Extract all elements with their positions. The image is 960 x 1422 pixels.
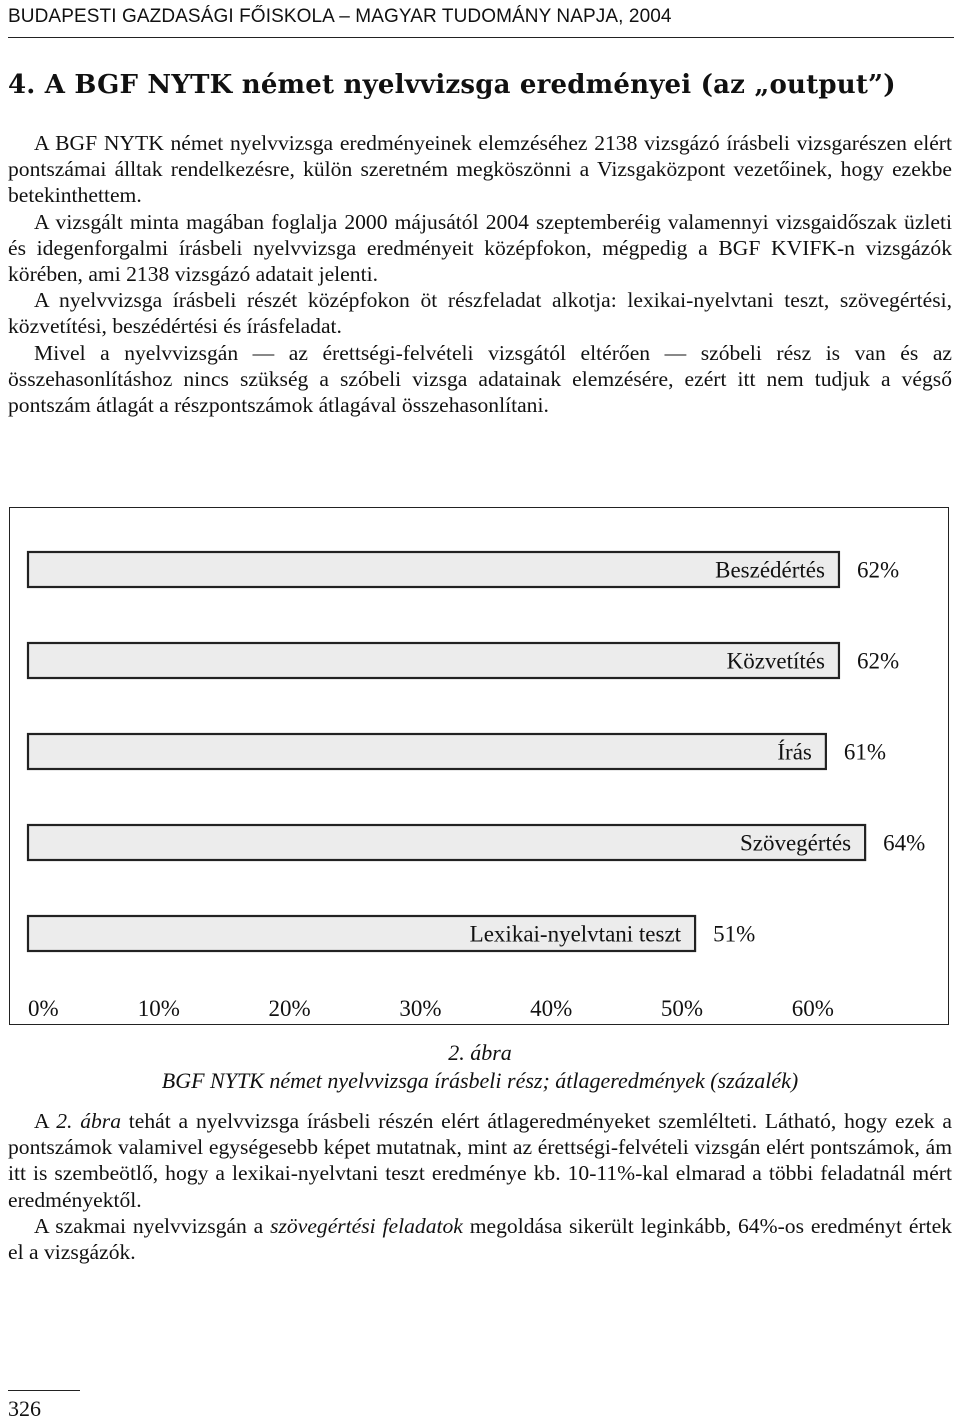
x-tick-label: 50%	[660, 996, 704, 1021]
paragraph	[8, 1108, 952, 1213]
figure-number: 2. ábra	[448, 1040, 512, 1065]
bar-value-label: 64%	[883, 830, 926, 856]
bar-chart-frame	[9, 507, 949, 1025]
body-text-top	[8, 130, 952, 418]
bar-value-label: 62%	[856, 648, 900, 674]
bar-category-label: Írás	[777, 739, 812, 765]
text-run: megoldása sikerült leginkább, 64%-os eredményt értek el a vizsgázók.	[8, 1213, 952, 1265]
paragraph: A nyelvvizsga írásbeli részét középfokon öt részfeladat alkotja: lexikai-nyelvtani teszt, szövegértési, közvetítési, beszédértési és írásfeladat.	[8, 288, 952, 339]
bar	[28, 643, 839, 678]
x-tick-label: 60%	[791, 996, 834, 1021]
bar-category-label: Lexikai-nyelvtani teszt	[469, 921, 682, 947]
body-text-bottom	[8, 1108, 952, 1265]
bar-category-label: Szövegértés	[739, 830, 852, 856]
bar-value-label: 62%	[856, 557, 900, 583]
emphasis: szövegértési feladatok	[270, 1213, 463, 1238]
text-run: A	[34, 1109, 57, 1133]
x-tick-label: 20%	[268, 996, 311, 1021]
paragraph	[8, 1213, 952, 1265]
x-tick-label: 10%	[137, 996, 180, 1021]
x-tick-label: 0%	[28, 996, 59, 1021]
paragraph: A vizsgált minta magában foglalja 2000 májusától 2004 szeptemberéig valamennyi vizsgaidőszak üzleti és idegenforgalmi írásbeli nyelvvizsga eredményeit középfokon, mégpedig a BGF KVIFK-n vizsgázók körében, ami 2138 vizsgázó adatait jelenti.	[8, 209, 952, 287]
x-tick-label: 40%	[530, 996, 573, 1021]
figure-reference: 2. ábra	[56, 1109, 121, 1133]
text-run: A szakmai nyelvvizsgán a	[34, 1213, 271, 1238]
page-number: 326	[8, 1396, 41, 1421]
text-run: tehát a nyelvvizsga írásbeli részén elért átlageredményeket szemlélteti. Látható, hogy ezek a pontszámok valamivel egységesebb képet mutatnak, mint az érettségi-felvételi vizsgán elért pontszámok, ám itt is szembeötlő, hogy a lexikai-nyelvtani teszt eredménye kb. 10-11%-kal elmarad a többi feladatnál mért eredményektől.	[8, 1109, 952, 1212]
paragraph: Mivel a nyelvvizsgán — az érettségi-felvételi vizsgától eltérően — szóbeli rész is van és az összehasonlításhoz nincs szükség a szóbeli vizsga adatainak elemzésére, ezért itt nem tudjuk a végső pontszám átlagát a részpontszámok átlagával összehasonlítani.	[8, 340, 952, 418]
x-tick-label: 30%	[399, 996, 442, 1021]
bar	[28, 734, 826, 769]
paragraph: A BGF NYTK német nyelvvizsga eredményeinek elemzéséhez 2138 vizsgázó írásbeli vizsgarészen elért pontszámai álltak rendelkezésre, külön szeretném megköszönni a Vizsgaközpont vezetőinek, hogy ezekbe betekinthettem.	[8, 131, 952, 208]
section-title: 4. A BGF NYTK német nyelvvizsga eredményei (az „output”)	[8, 70, 896, 100]
running-head: BUDAPESTI GAZDASÁGI FŐISKOLA – MAGYAR TUDOMÁNY NAPJA, 2004	[8, 6, 954, 38]
figure-caption: BGF NYTK német nyelvvizsga írásbeli rész; átlageredmények (százalék)	[161, 1068, 799, 1093]
bar-value-label: 61%	[843, 739, 887, 765]
bar-category-label: Beszédértés	[715, 557, 825, 583]
bar-chart	[10, 508, 947, 1023]
bar-category-label: Közvetítés	[726, 648, 825, 674]
footer-rule	[8, 1390, 80, 1391]
bar-value-label: 51%	[713, 921, 756, 947]
